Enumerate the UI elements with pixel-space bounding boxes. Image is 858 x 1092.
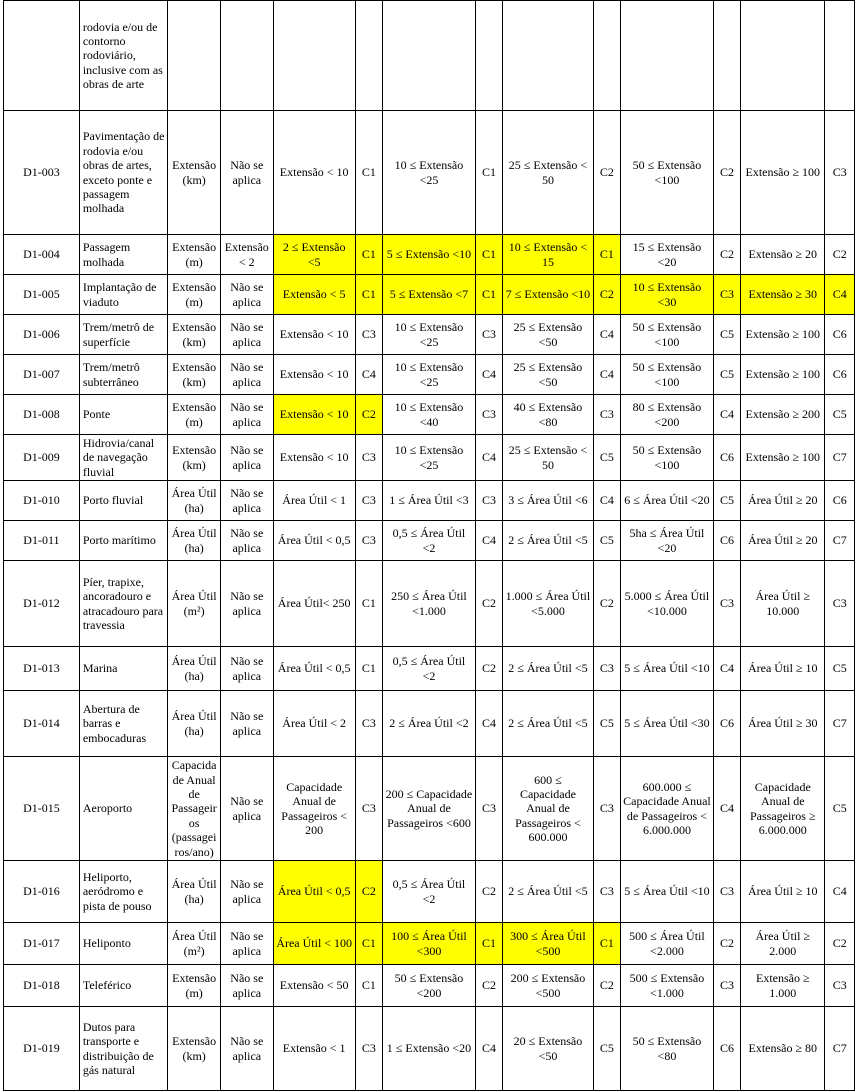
- class-1-cell: C1: [355, 111, 382, 235]
- measure-unit-cell: Área Útil (ha): [168, 481, 221, 521]
- class-1-cell: C3: [355, 521, 382, 561]
- range-4-cell: 15 ≤ Extensão <20: [621, 235, 714, 275]
- activity-name-cell: Hidrovia/canal de navegação fluvial: [79, 435, 167, 481]
- activity-name-cell: Implantação de viaduto: [79, 275, 167, 315]
- table-row: [4, 647, 855, 691]
- activity-name-cell: Passagem molhada: [79, 235, 167, 275]
- range-3-cell: 2 ≤ Área Útil <5: [503, 521, 594, 561]
- activity-code-cell: D1-008: [4, 395, 80, 435]
- table-row: [4, 355, 855, 395]
- range-1-cell: Extensão < 10: [273, 395, 355, 435]
- class-5-cell: C7: [825, 435, 855, 481]
- class-4-cell: C3: [713, 561, 740, 647]
- class-3-cell: C4: [593, 481, 620, 521]
- activity-name-cell: Heliponto: [79, 923, 167, 965]
- class-5-cell: C7: [825, 521, 855, 561]
- range-5-cell: [741, 1, 825, 111]
- class-4-cell: C3: [713, 275, 740, 315]
- class-1-cell: C3: [355, 315, 382, 355]
- minimum-threshold-cell: Não se aplica: [220, 965, 273, 1007]
- range-5-cell: Extensão ≥ 1.000: [741, 965, 825, 1007]
- class-5-cell: C3: [825, 561, 855, 647]
- range-3-cell: 25 ≤ Extensão <50: [503, 315, 594, 355]
- class-2-cell: [475, 1, 502, 111]
- range-3-cell: 25 ≤ Extensão < 50: [503, 111, 594, 235]
- activity-code-cell: D1-018: [4, 965, 80, 1007]
- activity-code-cell: D1-019: [4, 1007, 80, 1091]
- range-5-cell: Extensão ≥ 100: [741, 435, 825, 481]
- class-1-cell: C3: [355, 481, 382, 521]
- activity-code-cell: D1-014: [4, 691, 80, 757]
- minimum-threshold-cell: Não se aplica: [220, 1007, 273, 1091]
- table-body: [4, 1, 855, 1091]
- measure-unit-cell: Área Útil (ha): [168, 647, 221, 691]
- class-3-cell: C5: [593, 435, 620, 481]
- table-row: [4, 235, 855, 275]
- class-3-cell: C4: [593, 355, 620, 395]
- table-row: [4, 1007, 855, 1091]
- measure-unit-cell: Área Útil (m²): [168, 561, 221, 647]
- class-2-cell: C4: [475, 435, 502, 481]
- class-1-cell: C1: [355, 235, 382, 275]
- measure-unit-cell: Extensão (km): [168, 355, 221, 395]
- class-5-cell: C7: [825, 691, 855, 757]
- activity-code-cell: D1-017: [4, 923, 80, 965]
- class-5-cell: C6: [825, 315, 855, 355]
- measure-unit-cell: Área Útil (ha): [168, 521, 221, 561]
- class-5-cell: C2: [825, 923, 855, 965]
- class-5-cell: C4: [825, 275, 855, 315]
- range-1-cell: 2 ≤ Extensão <5: [273, 235, 355, 275]
- class-1-cell: C1: [355, 965, 382, 1007]
- range-3-cell: 300 ≤ Área Útil <500: [503, 923, 594, 965]
- activity-name-cell: Pavimentação de rodovia e/ou obras de artes, exceto ponte e passagem molhada: [79, 111, 167, 235]
- class-1-cell: C3: [355, 691, 382, 757]
- class-1-cell: C2: [355, 395, 382, 435]
- minimum-threshold-cell: Não se aplica: [220, 923, 273, 965]
- table-row: [4, 965, 855, 1007]
- measure-unit-cell: Extensão (km): [168, 111, 221, 235]
- class-5-cell: C4: [825, 861, 855, 923]
- range-3-cell: 2 ≤ Área Útil <5: [503, 691, 594, 757]
- class-2-cell: C1: [475, 111, 502, 235]
- class-2-cell: C2: [475, 965, 502, 1007]
- range-2-cell: 5 ≤ Extensão <7: [383, 275, 476, 315]
- minimum-threshold-cell: Extensão < 2: [220, 235, 273, 275]
- range-5-cell: Área Útil ≥ 10.000: [741, 561, 825, 647]
- class-2-cell: C2: [475, 861, 502, 923]
- class-2-cell: C3: [475, 315, 502, 355]
- range-4-cell: 5 ≤ Área Útil <30: [621, 691, 714, 757]
- activity-code-cell: D1-007: [4, 355, 80, 395]
- activity-code-cell: D1-015: [4, 757, 80, 861]
- range-4-cell: 500 ≤ Área Útil <2.000: [621, 923, 714, 965]
- class-2-cell: C4: [475, 691, 502, 757]
- range-5-cell: Área Útil ≥ 30: [741, 691, 825, 757]
- range-4-cell: [621, 1, 714, 111]
- range-1-cell: Extensão < 1: [273, 1007, 355, 1091]
- activity-name-cell: Ponte: [79, 395, 167, 435]
- activity-code-cell: D1-013: [4, 647, 80, 691]
- class-1-cell: C2: [355, 861, 382, 923]
- minimum-threshold-cell: Não se aplica: [220, 111, 273, 235]
- activity-name-cell: Marina: [79, 647, 167, 691]
- activity-name-cell: Aeroporto: [79, 757, 167, 861]
- activity-name-cell: Porto marítimo: [79, 521, 167, 561]
- range-5-cell: Área Útil ≥ 10: [741, 647, 825, 691]
- class-4-cell: C3: [713, 861, 740, 923]
- minimum-threshold-cell: Não se aplica: [220, 521, 273, 561]
- range-1-cell: Área Útil < 2: [273, 691, 355, 757]
- minimum-threshold-cell: Não se aplica: [220, 395, 273, 435]
- class-2-cell: C4: [475, 355, 502, 395]
- class-3-cell: C3: [593, 861, 620, 923]
- range-4-cell: 50 ≤ Extensão <100: [621, 315, 714, 355]
- table-row: [4, 861, 855, 923]
- class-2-cell: C3: [475, 395, 502, 435]
- range-3-cell: 20 ≤ Extensão <50: [503, 1007, 594, 1091]
- range-5-cell: Capacidade Anual de Passageiros ≥ 6.000.000: [741, 757, 825, 861]
- class-2-cell: C1: [475, 275, 502, 315]
- class-3-cell: C1: [593, 923, 620, 965]
- minimum-threshold-cell: Não se aplica: [220, 757, 273, 861]
- range-2-cell: [383, 1, 476, 111]
- range-1-cell: Extensão < 10: [273, 435, 355, 481]
- range-4-cell: 5ha ≤ Área Útil <20: [621, 521, 714, 561]
- range-4-cell: 10 ≤ Extensão <30: [621, 275, 714, 315]
- measure-unit-cell: Área Útil (ha): [168, 861, 221, 923]
- range-1-cell: Extensão < 5: [273, 275, 355, 315]
- range-5-cell: Extensão ≥ 100: [741, 111, 825, 235]
- range-1-cell: Área Útil< 250: [273, 561, 355, 647]
- class-1-cell: C1: [355, 275, 382, 315]
- range-1-cell: Capacidade Anual de Passageiros < 200: [273, 757, 355, 861]
- range-4-cell: 6 ≤ Área Útil <20: [621, 481, 714, 521]
- range-4-cell: 600.000 ≤ Capacidade Anual de Passageiros < 6.000.000: [621, 757, 714, 861]
- table-row: [4, 691, 855, 757]
- class-4-cell: C5: [713, 355, 740, 395]
- range-3-cell: 7 ≤ Extensão <10: [503, 275, 594, 315]
- class-3-cell: [593, 1, 620, 111]
- range-3-cell: [503, 1, 594, 111]
- activity-name-cell: Píer, trapixe, ancoradouro e atracadouro para travessia: [79, 561, 167, 647]
- activity-name-cell: rodovia e/ou de contorno rodoviário, inclusive com as obras de arte: [79, 1, 167, 111]
- class-1-cell: C3: [355, 757, 382, 861]
- class-5-cell: C3: [825, 965, 855, 1007]
- range-4-cell: 50 ≤ Extensão <80: [621, 1007, 714, 1091]
- range-4-cell: 50 ≤ Extensão <100: [621, 111, 714, 235]
- minimum-threshold-cell: Não se aplica: [220, 481, 273, 521]
- range-1-cell: Extensão < 10: [273, 111, 355, 235]
- table-row: [4, 521, 855, 561]
- class-1-cell: C3: [355, 1007, 382, 1091]
- activity-code-cell: D1-006: [4, 315, 80, 355]
- class-3-cell: C2: [593, 111, 620, 235]
- measure-unit-cell: Extensão (m): [168, 275, 221, 315]
- range-1-cell: Área Útil < 100: [273, 923, 355, 965]
- class-2-cell: C1: [475, 923, 502, 965]
- class-4-cell: C4: [713, 757, 740, 861]
- class-5-cell: C5: [825, 395, 855, 435]
- range-3-cell: 200 ≤ Extensão <500: [503, 965, 594, 1007]
- activity-name-cell: Abertura de barras e embocaduras: [79, 691, 167, 757]
- activity-code-cell: D1-012: [4, 561, 80, 647]
- range-5-cell: Extensão ≥ 100: [741, 315, 825, 355]
- class-5-cell: C7: [825, 1007, 855, 1091]
- range-1-cell: Área Útil < 1: [273, 481, 355, 521]
- class-1-cell: C4: [355, 355, 382, 395]
- range-2-cell: 100 ≤ Área Útil <300: [383, 923, 476, 965]
- range-3-cell: 2 ≤ Área Útil <5: [503, 647, 594, 691]
- table-row: [4, 395, 855, 435]
- class-2-cell: C3: [475, 481, 502, 521]
- measure-unit-cell: Extensão (km): [168, 315, 221, 355]
- range-5-cell: Área Útil ≥ 2.000: [741, 923, 825, 965]
- class-1-cell: [355, 1, 382, 111]
- class-5-cell: C3: [825, 111, 855, 235]
- measure-unit-cell: [168, 1, 221, 111]
- class-3-cell: C3: [593, 647, 620, 691]
- class-4-cell: C6: [713, 521, 740, 561]
- table-row: [4, 275, 855, 315]
- class-1-cell: C1: [355, 561, 382, 647]
- range-1-cell: Área Útil < 0,5: [273, 647, 355, 691]
- range-2-cell: 10 ≤ Extensão <25: [383, 435, 476, 481]
- range-2-cell: 5 ≤ Extensão <10: [383, 235, 476, 275]
- class-4-cell: C5: [713, 315, 740, 355]
- measure-unit-cell: Extensão (m): [168, 235, 221, 275]
- range-2-cell: 0,5 ≤ Área Útil <2: [383, 861, 476, 923]
- range-2-cell: 200 ≤ Capacidade Anual de Passageiros <600: [383, 757, 476, 861]
- table-row: [4, 757, 855, 861]
- class-5-cell: C6: [825, 481, 855, 521]
- class-3-cell: C1: [593, 235, 620, 275]
- range-3-cell: 1.000 ≤ Área Útil <5.000: [503, 561, 594, 647]
- class-3-cell: C5: [593, 1007, 620, 1091]
- class-2-cell: C3: [475, 757, 502, 861]
- range-5-cell: Extensão ≥ 20: [741, 235, 825, 275]
- minimum-threshold-cell: Não se aplica: [220, 435, 273, 481]
- class-3-cell: C5: [593, 521, 620, 561]
- range-3-cell: 600 ≤ Capacidade Anual de Passageiros < 600.000: [503, 757, 594, 861]
- range-3-cell: 25 ≤ Extensão < 50: [503, 435, 594, 481]
- range-4-cell: 50 ≤ Extensão <100: [621, 355, 714, 395]
- range-1-cell: Extensão < 10: [273, 315, 355, 355]
- range-3-cell: 10 ≤ Extensão < 15: [503, 235, 594, 275]
- class-4-cell: C4: [713, 395, 740, 435]
- activity-name-cell: Porto fluvial: [79, 481, 167, 521]
- minimum-threshold-cell: [220, 1, 273, 111]
- class-1-cell: C3: [355, 435, 382, 481]
- table-row: [4, 561, 855, 647]
- class-4-cell: C4: [713, 647, 740, 691]
- class-1-cell: C1: [355, 647, 382, 691]
- class-4-cell: C2: [713, 235, 740, 275]
- class-4-cell: C5: [713, 481, 740, 521]
- range-2-cell: 50 ≤ Extensão <200: [383, 965, 476, 1007]
- minimum-threshold-cell: Não se aplica: [220, 275, 273, 315]
- class-1-cell: C1: [355, 923, 382, 965]
- range-5-cell: Extensão ≥ 200: [741, 395, 825, 435]
- minimum-threshold-cell: Não se aplica: [220, 861, 273, 923]
- minimum-threshold-cell: Não se aplica: [220, 561, 273, 647]
- table-row: [4, 315, 855, 355]
- activity-code-cell: [4, 1, 80, 111]
- activity-name-cell: Trem/metrô de superfície: [79, 315, 167, 355]
- range-2-cell: 0,5 ≤ Área Útil <2: [383, 521, 476, 561]
- range-4-cell: 5 ≤ Área Útil <10: [621, 861, 714, 923]
- class-5-cell: C5: [825, 647, 855, 691]
- minimum-threshold-cell: Não se aplica: [220, 355, 273, 395]
- table-row: [4, 435, 855, 481]
- class-3-cell: C2: [593, 965, 620, 1007]
- activity-code-cell: D1-009: [4, 435, 80, 481]
- range-2-cell: 250 ≤ Área Útil <1.000: [383, 561, 476, 647]
- range-1-cell: Extensão < 10: [273, 355, 355, 395]
- range-5-cell: Extensão ≥ 100: [741, 355, 825, 395]
- range-5-cell: Área Útil ≥ 20: [741, 521, 825, 561]
- class-5-cell: [825, 1, 855, 111]
- activity-code-cell: D1-016: [4, 861, 80, 923]
- activity-name-cell: Trem/metrô subterrâneo: [79, 355, 167, 395]
- range-2-cell: 10 ≤ Extensão <25: [383, 355, 476, 395]
- range-2-cell: 0,5 ≤ Área Útil <2: [383, 647, 476, 691]
- activity-code-cell: D1-003: [4, 111, 80, 235]
- measure-unit-cell: Extensão (m): [168, 395, 221, 435]
- range-3-cell: 25 ≤ Extensão <50: [503, 355, 594, 395]
- range-1-cell: Área Útil < 0,5: [273, 521, 355, 561]
- range-2-cell: 1 ≤ Área Útil <3: [383, 481, 476, 521]
- class-4-cell: C2: [713, 111, 740, 235]
- class-4-cell: C6: [713, 435, 740, 481]
- class-5-cell: C2: [825, 235, 855, 275]
- class-3-cell: C5: [593, 691, 620, 757]
- table-row: [4, 1, 855, 111]
- activity-name-cell: Dutos para transporte e distribuição de gás natural: [79, 1007, 167, 1091]
- activity-code-cell: D1-011: [4, 521, 80, 561]
- range-5-cell: Área Útil ≥ 20: [741, 481, 825, 521]
- minimum-threshold-cell: Não se aplica: [220, 647, 273, 691]
- class-2-cell: C4: [475, 1007, 502, 1091]
- classification-table: [3, 0, 855, 1091]
- measure-unit-cell: Extensão (m): [168, 965, 221, 1007]
- range-2-cell: 10 ≤ Extensão <25: [383, 111, 476, 235]
- range-4-cell: 50 ≤ Extensão <100: [621, 435, 714, 481]
- range-5-cell: Extensão ≥ 80: [741, 1007, 825, 1091]
- activity-code-cell: D1-004: [4, 235, 80, 275]
- range-4-cell: 500 ≤ Extensão <1.000: [621, 965, 714, 1007]
- class-4-cell: C2: [713, 923, 740, 965]
- minimum-threshold-cell: Não se aplica: [220, 315, 273, 355]
- range-5-cell: Área Útil ≥ 10: [741, 861, 825, 923]
- range-1-cell: [273, 1, 355, 111]
- activity-code-cell: D1-005: [4, 275, 80, 315]
- class-4-cell: [713, 1, 740, 111]
- range-3-cell: 40 ≤ Extensão <80: [503, 395, 594, 435]
- measure-unit-cell: Capacidade Anual de Passageiros (passageiros/ano): [168, 757, 221, 861]
- activity-code-cell: D1-010: [4, 481, 80, 521]
- range-1-cell: Extensão < 50: [273, 965, 355, 1007]
- class-2-cell: C2: [475, 561, 502, 647]
- class-3-cell: C2: [593, 275, 620, 315]
- measure-unit-cell: Extensão (km): [168, 1007, 221, 1091]
- class-2-cell: C1: [475, 235, 502, 275]
- range-2-cell: 2 ≤ Área Útil <2: [383, 691, 476, 757]
- range-2-cell: 10 ≤ Extensão <40: [383, 395, 476, 435]
- class-5-cell: C5: [825, 757, 855, 861]
- table-row: [4, 111, 855, 235]
- activity-name-cell: Teleférico: [79, 965, 167, 1007]
- range-4-cell: 80 ≤ Extensão <200: [621, 395, 714, 435]
- class-3-cell: C3: [593, 757, 620, 861]
- measure-unit-cell: Extensão (km): [168, 435, 221, 481]
- class-3-cell: C3: [593, 395, 620, 435]
- measure-unit-cell: Área Útil (ha): [168, 691, 221, 757]
- range-2-cell: 10 ≤ Extensão <25: [383, 315, 476, 355]
- minimum-threshold-cell: Não se aplica: [220, 691, 273, 757]
- range-4-cell: 5.000 ≤ Área Útil <10.000: [621, 561, 714, 647]
- class-4-cell: C6: [713, 1007, 740, 1091]
- class-3-cell: C2: [593, 561, 620, 647]
- table-row: [4, 923, 855, 965]
- class-3-cell: C4: [593, 315, 620, 355]
- class-5-cell: C6: [825, 355, 855, 395]
- range-2-cell: 1 ≤ Extensão <20: [383, 1007, 476, 1091]
- range-1-cell: Área Útil < 0,5: [273, 861, 355, 923]
- range-3-cell: 2 ≤ Área Útil <5: [503, 861, 594, 923]
- table-row: [4, 481, 855, 521]
- class-2-cell: C2: [475, 647, 502, 691]
- class-4-cell: C6: [713, 691, 740, 757]
- range-3-cell: 3 ≤ Área Útil <6: [503, 481, 594, 521]
- class-2-cell: C4: [475, 521, 502, 561]
- activity-name-cell: Heliporto, aeródromo e pista de pouso: [79, 861, 167, 923]
- class-4-cell: C3: [713, 965, 740, 1007]
- measure-unit-cell: Área Útil (m²): [168, 923, 221, 965]
- range-4-cell: 5 ≤ Área Útil <10: [621, 647, 714, 691]
- range-5-cell: Extensão ≥ 30: [741, 275, 825, 315]
